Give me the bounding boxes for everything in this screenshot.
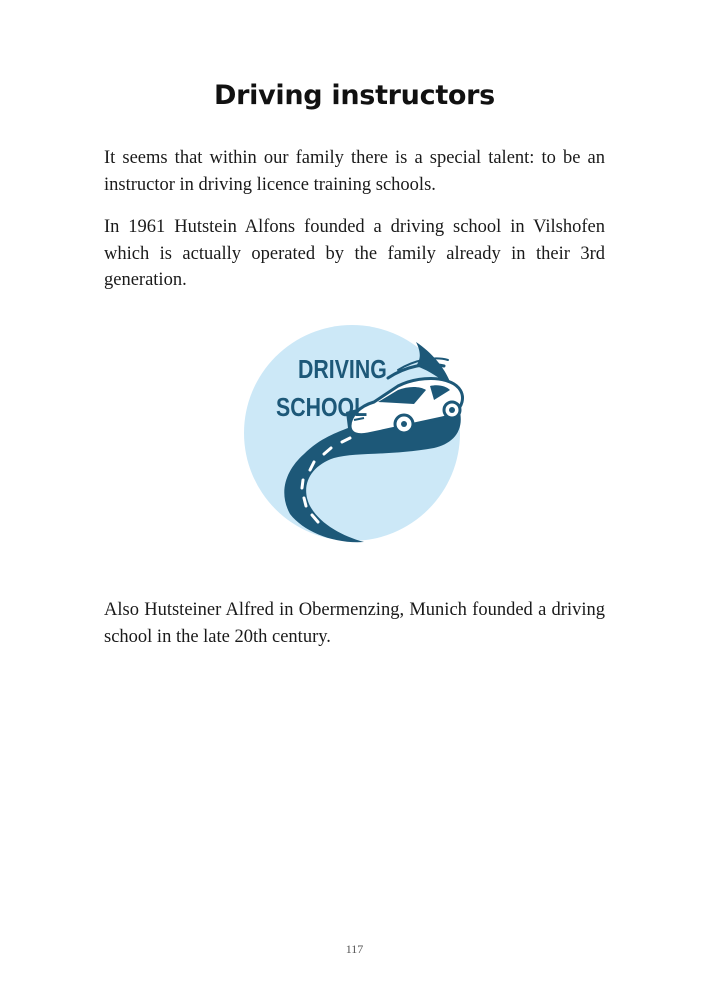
logo-text-driving: DRIVING [298,355,387,385]
paragraph-talent: It seems that within our family there is a special talent: to be an instructor in driving licence training schools. [104,148,605,195]
paragraph-obermenzing: Also Hutsteiner Alfred in Obermenzing, Munich founded a driving school in the late 20th century. [104,600,605,647]
page-number: 117 [345,942,364,956]
paragraph-vilshofen: In 1961 Hutstein Alfons founded a driving school in Vilshofen which is actually operated by the family already in their 3rd generation. [104,217,605,290]
logo-text-school: SCHOOL [276,393,368,423]
page-title: Driving instructors [214,80,495,111]
driving-school-logo [238,320,470,546]
